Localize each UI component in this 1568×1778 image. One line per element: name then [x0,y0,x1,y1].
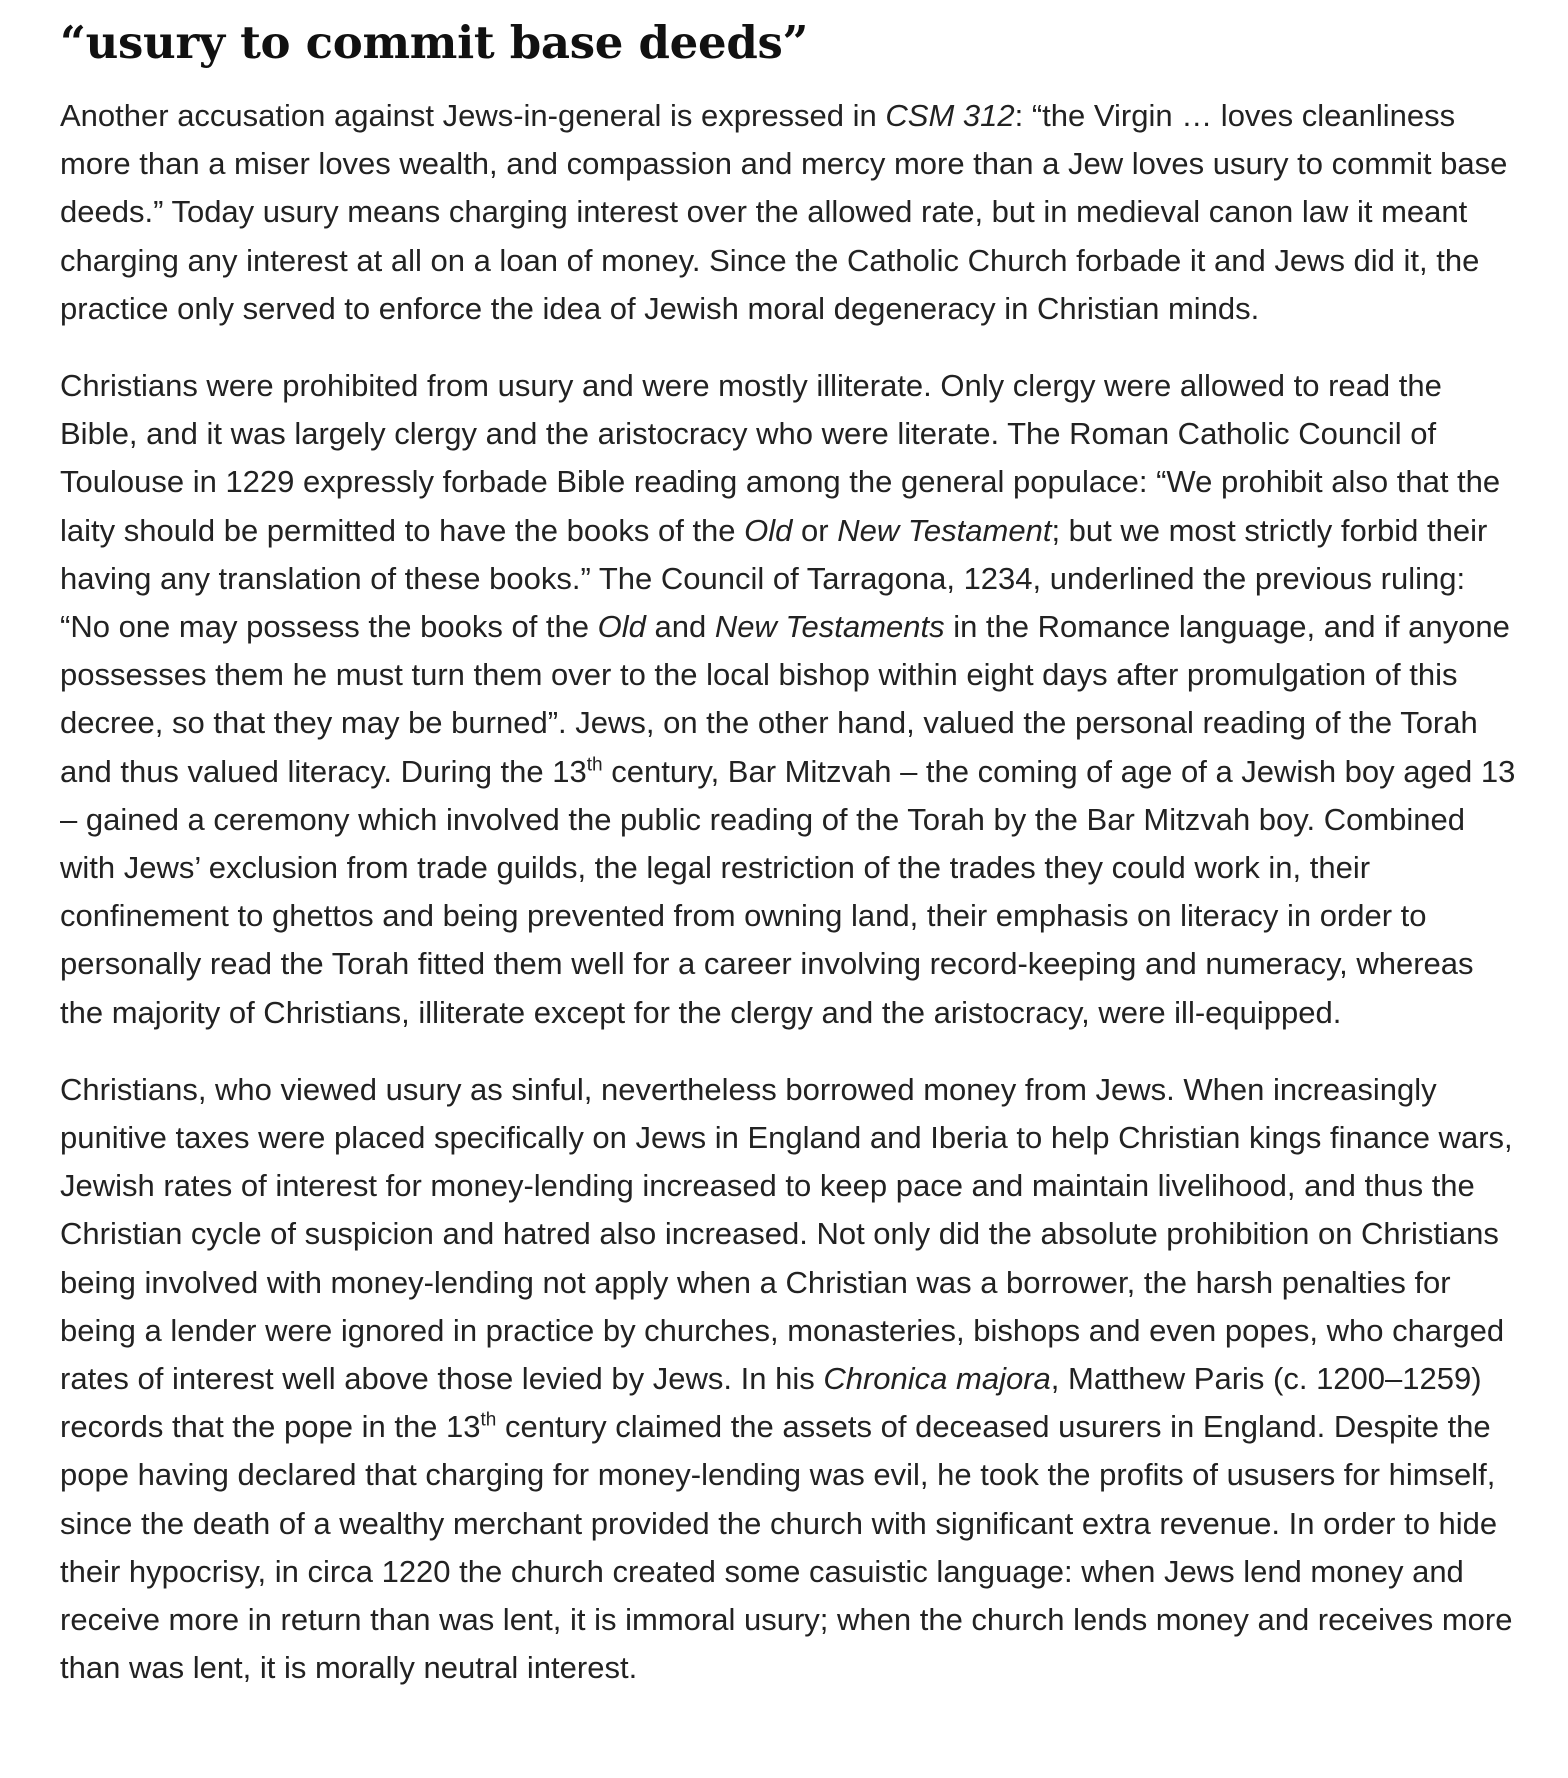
paragraph-2 [60,362,1520,1037]
italic-title: Old [744,512,793,548]
text-run: ; but we most strictly forbid their having any translation of these books.” The Council of Tarragona, 1234, underlined the previous ruling: “No one may possess the books of the [60,512,1488,645]
text-run: Christians, who viewed usury as sinful, nevertheless borrowed money from Jews. When increasingly punitive taxes were placed specifically on Jews in England and Iberia to help Christian kings finance wars, Jewish rates of interest for money-lending increased to keep pace and maintain livelihood, and thus the Christian cycle of suspicion and hatred also increased. Not only did the absolute prohibition on Christians being involved with money-lending not apply when a Christian was a borrower, the harsh penalties for being a lender were ignored in practice by churches, monasteries, bishops and even popes, who charged rates of interest well above those levied by Jews. In his [60,1071,1513,1397]
italic-title: New Testament [837,512,1052,548]
text-run: century claimed the assets of deceased usurers in England. Despite the pope having declared that charging for money-lending was evil, he took the profits of ususers for himself, since the death of a wealthy merchant provided the church with significant extra revenue. In order to hide their hypocrisy, in circa 1220 the church created some casuistic language: when Jews lend money and receive more in return than was lent, it is immoral usury; when the church lends money and receives more than was lent, it is morally neutral interest. [60,1409,1513,1686]
article [60,0,1520,1693]
superscript: th [586,754,603,776]
text-run: in the Romance language, and if anyone possesses them he must turn them over to the local bishop within eight days after promulgation of this decree, so that they may be burned”. Jews, on the other hand, valued the personal reading of the Torah and thus valued literacy. During the 13 [60,609,1510,789]
italic-title: CSM 312 [885,98,1015,133]
text-run: : “the Virgin … loves cleanliness more than a miser loves wealth, and compassion and mercy more than a Jew loves usury to commit base deeds.” Today usury means charging interest over the allowed rate, but in medieval canon law it meant charging any interest at all on a loan of money. Since the Catholic Church forbade it and Jews did it, the practice only served to enforce the idea of Jewish moral degeneracy in Christian minds. [60,98,1508,326]
article-heading: “usury to commit base deeds” [60,16,809,69]
text-run: Christians were prohibited from usury and were mostly illiterate. Only clergy were allowed to read the Bible, and it was largely clergy and the aristocracy who were literate. The Roman Catholic Council of Toulouse in 1229 expressly forbade Bible reading among the general populace: “We prohibit also that the laity should be permitted to have the books of the [60,368,1501,548]
text-run: and [645,609,715,645]
superscript: th [480,1409,497,1431]
text-run: Another accusation against Jews-in-general is expressed in [60,98,886,133]
italic-title: Old [597,609,646,645]
paragraph-3 [60,1066,1520,1693]
paragraph-1 [60,92,1520,333]
italic-title: New Testaments [714,609,945,645]
text-run: century, Bar Mitzvah – the coming of age of a Jewish boy aged 13 – gained a ceremony which involved the public reading of the Torah by the Bar Mitzvah boy. Combined with Jews’ exclusion from trade guilds, the legal restriction of the trades they could work in, their confinement to ghettos and being prevented from owning land, their emphasis on literacy in order to personally read the Torah fitted them well for a career involving record-keeping and numeracy, whereas the majority of Christians, illiterate except for the clergy and the aristocracy, were ill-equipped. [60,753,1516,1030]
text-run: , Matthew Paris (c. 1200–1259) records that the pope in the 13 [60,1361,1482,1445]
italic-title: Chronica majora [823,1361,1051,1397]
text-run: or [792,512,838,548]
